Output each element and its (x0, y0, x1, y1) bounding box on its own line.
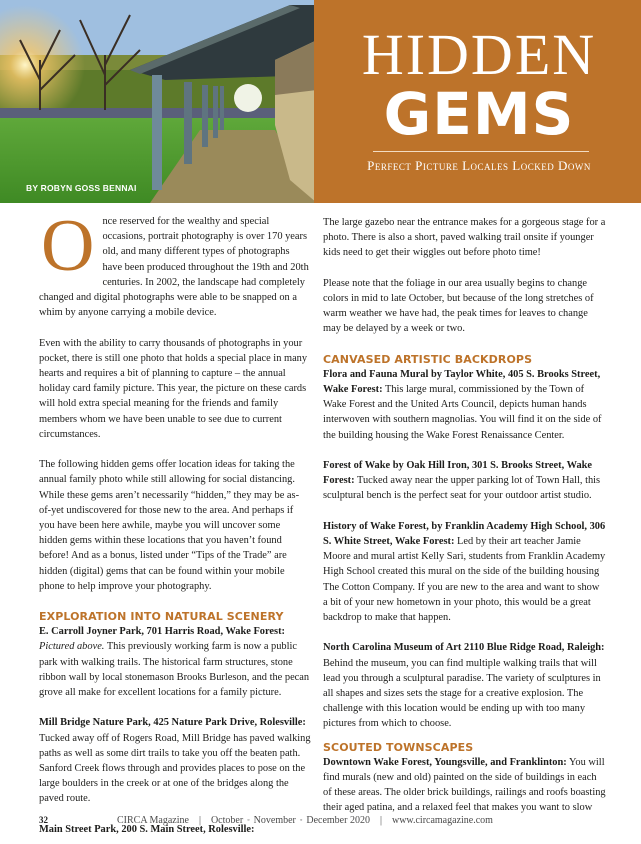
article-column-right (323, 215, 606, 814)
entry-title: Downtown Wake Forest, Youngsville, and Franklinton: (323, 756, 567, 768)
foliage-note: Please note that the foliage in our area usually begins to change colors in mid to late October, but because of the long stretches of warm weather we have had, the peak times for leaves to change may be delayed by a week or two. (323, 277, 594, 335)
entry-title: Forest of Wake by Oak Hill Iron, 301 S. Brooks Street, Wake Forest: (323, 460, 593, 487)
paragraph-2: Even with the ability to carry thousands of photographs in your pocket, there is still one photo that holds a special place in many hearts and requires a bit of planning to capture – the annual holiday card family picture. This year, the picture on these cards will hold extra special meaning for the friends and family members whom we have been unable to see due to current circumstances. (39, 337, 308, 440)
location-entry (323, 458, 606, 504)
byline: BY ROBYN GOSS BENNAI (26, 183, 137, 193)
entry-body: You will find murals (new and old) painted on the side of buildings in each of these areas. The older brick buildings, railings and roofs boasting their aged patina, and a relaxed feel that makes you want to slow (323, 756, 606, 814)
entry-italic: Pictured above. (39, 641, 105, 653)
location-entry (323, 755, 606, 816)
page-footer (0, 815, 641, 831)
intro-paragraph (39, 205, 311, 320)
entry-title: Main Street Park, 200 S. Main Street, Rolesville: (39, 823, 255, 835)
bullet-icon: ◦ (247, 816, 250, 824)
location-entry (323, 519, 606, 625)
entry-body: Tucked away off of Rogers Road, Mill Bridge has paved walking paths as well as some dirt trails to take you off the beaten path. Sanford Creek flows through and provides places to pose on the large boulders in the creek or at one of the bridges along the paved route. (39, 732, 311, 805)
entry-main-street-park-continued: The large gazebo near the entrance makes for a gorgeous stage for a photo. There is also a short, paved walking trail onsite if younger kids need to get their wiggles out before photo time! (323, 217, 606, 259)
issue-month-1: October (210, 815, 244, 826)
entry-body: This previously working farm is now a public park with walking trails. The historical farm structures, stone ribbon wall by local stonemason Brooks Burleson, and the pecan grove all make for excellent locations for a family picture. (39, 641, 310, 699)
website-link[interactable]: www.circamagazine.com (391, 815, 493, 826)
entry-body: Tucked away near the upper parking lot of Town Hall, this sculptural bench is the perfect seat for your outdoor artist studio. (323, 475, 601, 502)
entry-title: Flora and Fauna Mural by Taylor White, 405 S. Brooks Street, Wake Forest: (323, 368, 601, 395)
issue-month-2: November (253, 815, 296, 826)
title-gems: GEMS (383, 80, 575, 148)
subtitle: Perfect Picture Locales Locked Down (367, 158, 591, 173)
magazine-name: CIRCA Magazine (117, 815, 189, 826)
entry-title: History of Wake Forest, by Franklin Academy High School, 306 S. White Street, Wake Forest: (323, 520, 606, 547)
section-heading-natural-scenery: EXPLORATION INTO NATURAL SCENERY (39, 610, 284, 624)
issue-month-3: December 2020 (306, 815, 370, 826)
hero-banner (0, 0, 641, 203)
title-divider (373, 151, 589, 152)
separator: | (379, 815, 382, 826)
page-number: 32 (39, 815, 48, 825)
hero-photo (0, 0, 317, 203)
location-entry (323, 367, 606, 443)
entry-body: Led by their art teacher Jamie Moore and mural artist Kelly Sari, students from Franklin Academy High School created this mural on the side of the building housing The Cotton Company. If you are new to the area and want to show a bit of your new hometown in your photo, this would be a great backdrop to make that happen. (323, 536, 606, 624)
farm-shed-photo-illustration (0, 0, 317, 203)
section-heading: CANVASED ARTISTIC BACKDROPS (323, 352, 533, 366)
intro-text: nce reserved for the wealthy and special occasions, portrait photography is over 170 years old, and many different types of photographs have been produced throughout the 19th and 20th centuries. In 2002, the landscape had completely changed and digital photographs were able to be snapped on a whim by anyone carrying a mobile device. (39, 216, 309, 319)
title-panel (317, 0, 641, 203)
location-entry (323, 640, 606, 731)
title-hidden: HIDDEN (361, 22, 597, 87)
entry-title: E. Carroll Joyner Park, 701 Harris Road, Wake Forest: (39, 626, 285, 638)
entry-body: Behind the museum, you can find multiple walking trails that will lead you through a sculptural paradise. The variety of sculptures in all shapes and sizes sets the stage for a creative explosion. The challenge with this location would be ending up with too many pictures from which to choose. (323, 657, 601, 730)
entry-body: This large mural, commissioned by the Town of Wake Forest and the United Arts Council, depicts human hands interwoven with southern magnolias. You will find it on the side of the building housing the Wake Forest Renaissance Center. (323, 384, 602, 441)
bullet-icon: ◦ (299, 816, 303, 824)
footer-info (117, 815, 493, 826)
drop-cap: O (41, 205, 95, 287)
separator: | (198, 815, 201, 826)
entry-title: Mill Bridge Nature Park, 425 Nature Park Drive, Rolesville: (39, 717, 306, 729)
entry-joyner-park (39, 624, 311, 700)
entry-title: North Carolina Museum of Art 2110 Blue Ridge Road, Raleigh: (323, 642, 605, 654)
entry-mill-bridge (39, 715, 311, 806)
paragraph-3: The following hidden gems offer location ideas for taking the annual family photo while still allowing for social distancing. While these gems aren’t necessarily “hidden,” they may be as-of-yet undiscovered for those new to the area. And perhaps if you have been here awhile, maybe you will uncover some hidden gems within these locations that you haven’t found before! And as a bonus, listed under “Tips of the Trade” are hidden (digital) gems that can be found within your mobile phone to help improve your photography. (39, 459, 300, 592)
section-heading: SCOUTED TOWNSCAPES (323, 740, 474, 754)
